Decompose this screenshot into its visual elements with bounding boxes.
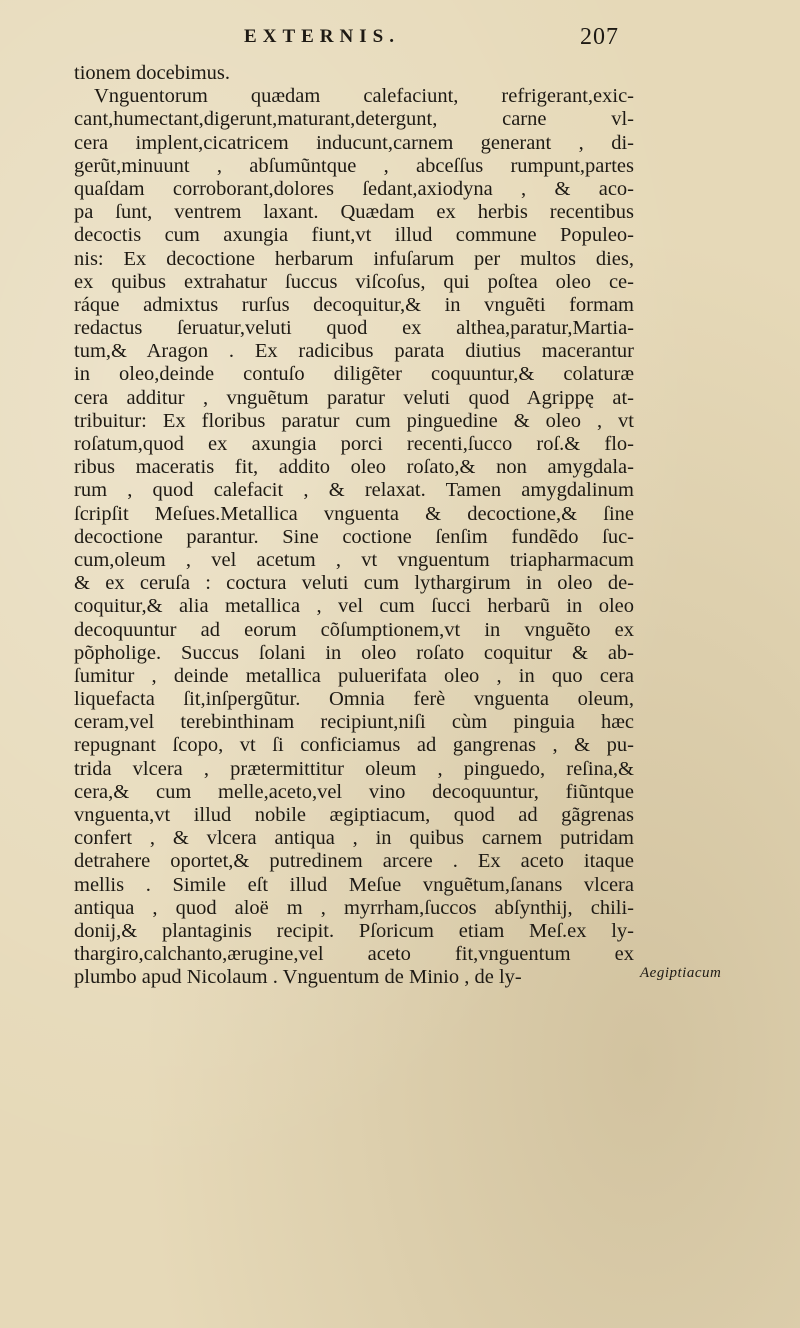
text-line: tionem docebimus.	[74, 62, 231, 84]
text-line: decoctis cum axungia fiunt,vt illud commune Populeo-	[74, 224, 634, 247]
running-head: EXTERNIS.	[244, 26, 400, 47]
text-line: decoctione parantur. Sine coctione ſenſim fundẽdo ſuc-	[74, 525, 634, 548]
text-line: ex quibus extrahatur ſuccus viſcoſus, qui poſtea oleo ce-	[74, 270, 634, 293]
text-line: detrahere oportet,& putredinem arcere . Ex aceto itaque	[74, 850, 634, 873]
text-line: vnguenta,vt illud nobile ægiptiacum, quod ad gãgrenas	[74, 804, 634, 826]
text-line: cera implent,cicatricem inducunt,carnem generant , di-	[74, 131, 634, 154]
text-line: roſatum,quod ex axungia porci recenti,ſucco roſ.& flo-	[74, 433, 634, 455]
main-text-block	[74, 62, 634, 990]
text-line: rum , quod calefacit , & relaxat. Tamen amygdalinum	[74, 479, 634, 502]
text-line: redactus ſeruatur,veluti quod ex althea,paratur,Martia-	[74, 317, 634, 340]
text-line: repugnant ſcopo, vt ſi conficiamus ad gangrenas , & pu-	[74, 734, 634, 757]
text-line: cant,humectant,digerunt,maturant,detergunt, carne vl-	[74, 108, 634, 131]
text-line: põpholige. Succus ſolani in oleo roſato coquitur & ab-	[74, 641, 634, 664]
text-line: trida vlcera , prætermittitur oleum , pinguedo, reſina,&	[74, 757, 634, 780]
text-line: cum,oleum , vel acetum , vt vnguentum triapharmacum	[74, 548, 634, 571]
text-line: quaſdam corroborant,dolores ſedant,axiodyna , & aco-	[74, 177, 634, 200]
text-line: liquefacta ſit,inſpergũtur. Omnia ferè vnguenta oleum,	[74, 688, 634, 711]
text-line: plumbo apud Nicolaum . Vnguentum de Minio , de ly-	[74, 966, 522, 989]
text-line: pa ſunt, ventrem laxant. Quædam ex herbis recentibus	[74, 201, 634, 224]
text-line: coquitur,& alia metallica , vel cum ſucci herbarũ in oleo	[74, 595, 634, 618]
text-line: cera,& cum melle,aceto,vel vino decoquuntur, fiũntque	[74, 780, 634, 803]
text-line: decoquuntur ad eorum cõſumptionem,vt in vnguẽto ex	[74, 618, 634, 641]
text-line: nis: Ex decoctione herbarum infuſarum per multos dies,	[74, 247, 634, 270]
text-line: antiqua , quod aloë m , myrrham,ſuccos abſynthij, chili-	[74, 896, 634, 919]
text-line: & ex ceruſa : coctura veluti cum lythargirum in oleo de-	[74, 572, 634, 595]
text-line: ráque admixtus rurſus decoquitur,& in vnguẽti formam	[74, 293, 634, 316]
page-number: 207	[580, 24, 619, 50]
text-line: ribus maceratis fit, addito oleo roſato,& non amygdala-	[74, 456, 634, 479]
text-line: thargiro,calchanto,ærugine,vel aceto fit,vnguentum ex	[74, 943, 634, 966]
text-line: donij,& plantaginis recipit. Pſoricum etiam Meſ.ex ly-	[74, 919, 634, 942]
margin-note: Aegiptiacum	[640, 965, 722, 981]
text-line: tribuitur: Ex floribus paratur cum pinguedine & oleo , vt	[74, 409, 634, 432]
text-line: Vnguentorum quædam calefaciunt, refrigerant,exic-	[94, 85, 634, 108]
text-line: ſumitur , deinde metallica puluerifata oleo , in quo cera	[74, 664, 634, 687]
text-line: tum,& Aragon . Ex radicibus parata diutius macerantur	[74, 340, 634, 363]
text-line: cera additur , vnguẽtum paratur veluti quod Agrippę at-	[74, 386, 634, 409]
text-line: ceram,vel terebinthinam recipiunt,niſi cùm pinguia hæc	[74, 711, 634, 734]
text-line: confert , & vlcera antiqua , in quibus carnem putridam	[74, 827, 634, 850]
text-line: ſcripſit Meſues.Metallica vnguenta & decoctione,& ſine	[74, 502, 634, 525]
text-line: in oleo,deinde contuſo diligẽter coquuntur,& colaturæ	[74, 363, 634, 386]
text-line: gerũt,minuunt , abſumũntque , abceſſus rumpunt,partes	[74, 154, 634, 177]
text-line: mellis . Simile eſt illud Meſue vnguẽtum,ſanans vlcera	[74, 873, 634, 896]
